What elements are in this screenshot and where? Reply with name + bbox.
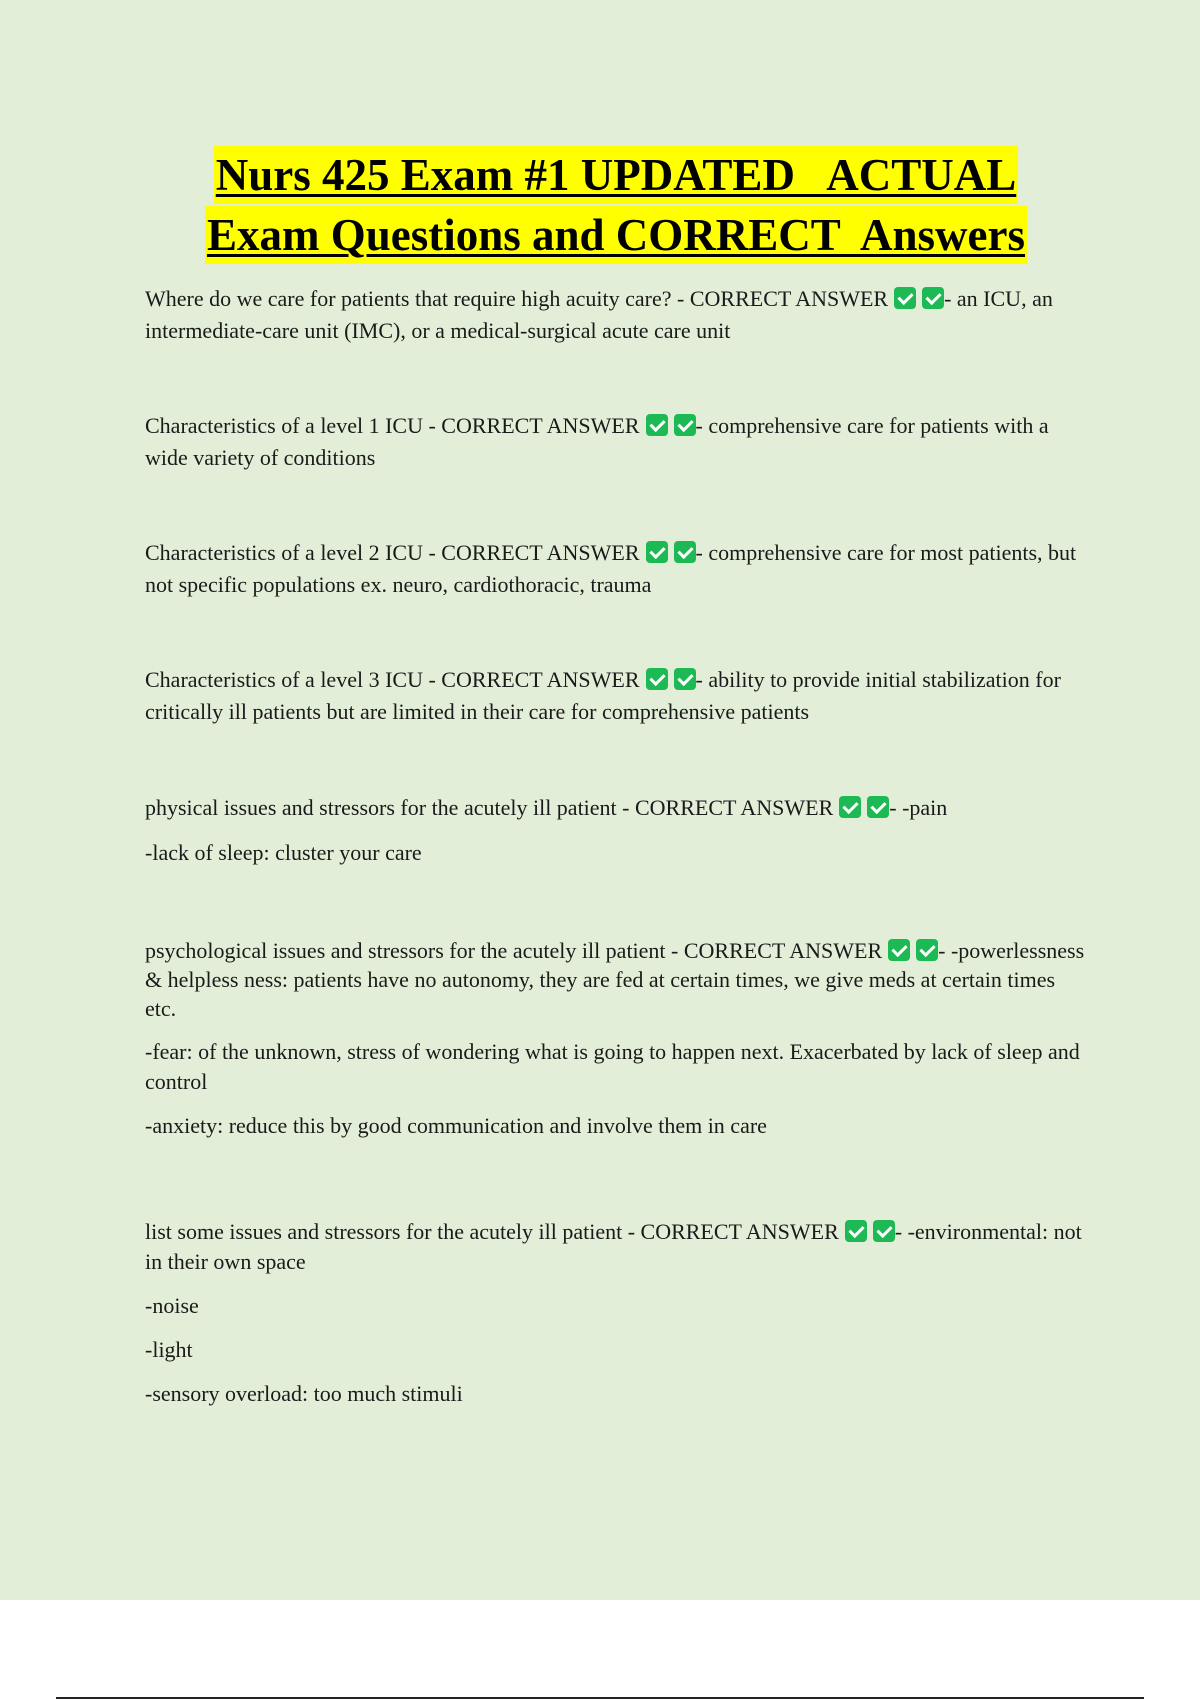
check-box-icon <box>674 541 696 563</box>
title-line-2: Exam Questions and CORRECT Answers <box>205 206 1027 264</box>
qa-item <box>145 537 1085 601</box>
answer-continuation: -sensory overload: too much stimuli <box>145 1381 463 1406</box>
check-box-icon <box>646 414 668 436</box>
answer-continuation: -lack of sleep: cluster your care <box>145 840 422 865</box>
correct-answer-label: CORRECT ANSWER <box>441 413 640 438</box>
question-text: Characteristics of a level 2 ICU - <box>145 540 442 565</box>
answer-text: - ability to provide initial stabilization for critically ill patients but are limited in their care for comprehensive patients <box>145 667 1061 724</box>
question-text: physical issues and stressors for the acutely ill patient - <box>145 795 635 820</box>
check-box-icon <box>867 796 889 818</box>
answer-text: - comprehensive care for patients with a wide variety of conditions <box>145 413 1049 470</box>
qa-main-text <box>145 1217 1085 1277</box>
answer-text: - -pain <box>889 795 948 820</box>
qa-main-text <box>145 283 1085 347</box>
check-box-icon <box>646 668 668 690</box>
answer-continuation: -light <box>145 1337 193 1362</box>
answer-text: - an ICU, an intermediate-care unit (IMC), or a medical-surgical acute care unit <box>145 286 1053 343</box>
question-text: list some issues and stressors for the acutely ill patient - <box>145 1219 641 1244</box>
answer-continuation: -anxiety: reduce this by good communication and involve them in care <box>145 1113 767 1138</box>
correct-answer-label: CORRECT ANSWER <box>441 540 640 565</box>
correct-answer-label: CORRECT ANSWER <box>635 795 834 820</box>
qa-item <box>145 664 1085 728</box>
answer-text: - comprehensive care for most patients, but not specific populations ex. neuro, cardiothoracic, trauma <box>145 540 1077 597</box>
qa-item <box>145 792 1085 868</box>
qa-main-text <box>145 537 1085 601</box>
qa-main-text <box>145 410 1085 474</box>
check-box-icon <box>894 287 916 309</box>
check-box-icon <box>646 541 668 563</box>
correct-answer-label: CORRECT ANSWER <box>689 286 889 311</box>
check-box-icon <box>674 414 696 436</box>
question-text: Characteristics of a level 1 ICU - <box>145 413 442 438</box>
check-box-icon <box>674 668 696 690</box>
question-text: Where do we care for patients that require high acuity care? - <box>145 286 690 311</box>
check-box-icon <box>873 1220 895 1242</box>
document-title <box>176 145 1056 265</box>
answer-continuation: -noise <box>145 1293 199 1318</box>
footer-divider <box>56 1697 1144 1699</box>
question-text: Characteristics of a level 3 ICU - <box>145 667 442 692</box>
question-text: psychological issues and stressors for the acutely ill patient - <box>145 938 684 963</box>
qa-main-text <box>145 792 1085 824</box>
check-box-icon <box>922 287 944 309</box>
correct-answer-label: CORRECT ANSWER <box>441 667 640 692</box>
answer-text: - -environmental: not in their own space <box>145 1219 1082 1274</box>
qa-main-text <box>145 664 1085 728</box>
qa-item <box>145 1217 1085 1409</box>
correct-answer-label: CORRECT ANSWER <box>683 938 883 963</box>
qa-item <box>145 936 1085 1141</box>
answer-continuation: -fear: of the unknown, stress of wondering what is going to happen next. Exacerbated by lack of sleep and control <box>145 1039 1080 1094</box>
qa-main-text <box>145 936 1085 1023</box>
title-line-1: Nurs 425 Exam #1 UPDATED ACTUAL <box>214 146 1018 204</box>
check-box-icon <box>888 939 910 961</box>
qa-item <box>145 410 1085 474</box>
qa-item <box>145 283 1085 347</box>
check-box-icon <box>916 939 938 961</box>
correct-answer-label: CORRECT ANSWER <box>640 1219 839 1244</box>
check-box-icon <box>845 1220 867 1242</box>
answer-text: - -powerlessness & helpless ness: patients have no autonomy, they are fed at certain times, we give meds at certain times etc. <box>145 938 1085 1021</box>
check-box-icon <box>839 796 861 818</box>
